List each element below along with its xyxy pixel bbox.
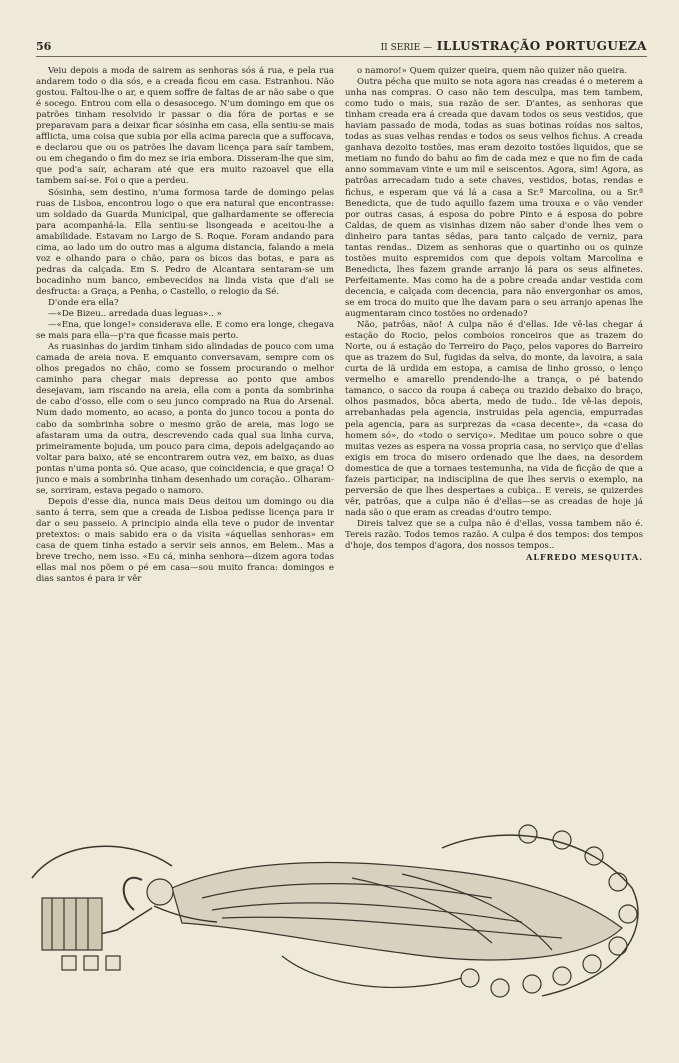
running-header xyxy=(36,38,647,57)
title-text: ILLUSTRAÇÃO PORTUGUEZA xyxy=(436,39,647,53)
paragraph: Outra pécha que muito se nota agora nas creadas é o meterem a unha nas compras. O caso não tem desculpa, mas tem tambem, como tudo o mais, sua razão de ser. D'antes, as senhoras que tinham creada era á creada que davam todos os seus vestidos, que haviam passado de moda, todas as suas botinas roídas nos saltos, todas as suas velhas rendas e todos os seus velhos fichus. A creada ganhava dezoito tostões, mas eram dezoito tostões liquidos, que se metiam no fundo do bahu ao fim de cada mez e que no fim de cada anno sommavam vinte e um mil e seiscentos. Agora, sim! Agora, as patrôas arrecadam tudo a sete chaves, vestidos, botas, rendas e fichus, e esperam que vá lá a casa a Sr.ª Marcolina, ou a Sr.ª Benedicta, que de tudo aquillo fazem uma trouxa e o vão vender por outras casas, á esposa do pobre Pinto e á esposa do pobre Caldas, de quem as visinhas dizem não saber d'onde lhes vem o dinheiro para tantas sêdas, para tanto calçado de verniz, para tantas rendas.. Dizem as senhoras que o quartinho ou os quinze tostões muito espremidos com que depois voltam Marcolina e Benedicta, lhes fazem grande arranjo lá para os seus alfinetes. Perfeitamente. Mas como ha de a pobre creada andar vestida com decencia, e calçada com decencia, para não envergonhar os amos, se em troca do muito que lhe davam para o seu arranjo apenas lhe augmentaram cinco tostões no ordenado? xyxy=(345,77,643,320)
paragraph: Direis talvez que se a culpa não é d'ellas, vossa tambem não é. Tereis razão. Todos temos razão. A culpa é dos tempos: dos tempos d'hoje, dos tempos d'agora, dos nossos tempos.. xyxy=(345,518,643,552)
paragraph: D'onde era ella? xyxy=(48,297,119,308)
paragraph: —«Ena, que longe!» considerava elle. E como era longe, chegava se mais para ella—p'ra que ficasse mais perto. xyxy=(36,320,334,342)
publication-title xyxy=(381,39,647,53)
paragraph: Veiu depois a moda de sairem as senhoras sós á rua, e pela rua andarem todo o dia sós, e a creada ficou em casa. Estranhou. Não gostou. Faltou-lhe o ar, e quem soffre de faltas de ar não sabe o que é socego. Entrou com ella o desasocego. N'um domingo em que os patrões tinham resolvido ir passar o dia fóra de portas e se preparavam para a deixar ficar sósinha em casa, ella sentiu-se mais afflicta, uma coisa que subia por ella acima parecia que a suffocava, e declarou que ou os patrões lhe davam licença para saír tambem, ou em chegando o fim do mez se iria embora. Disseram-lhe que sim, que pod'a saír, acharam até que era muito razoavel que ella tambem saí-se. Foi o que a perdeu. xyxy=(36,66,334,187)
paragraph: Depois d'esse dia, nunca mais Deus deitou um domingo ou dia santo á terra, sem que a creada de Lisboa pedisse licença para ir dar o seu passeio. A principio ainda ella teve o pudor de inventar pretextos: o mais sabido era o da visita «áquellas senhoras» em casa de quem tinha estado a servir seis annos, em Belem.. Mas a breve trecho, nem isso. «Eu cá, minha senhora—dizem agora todas ellas mal nos põem o pé em casa—sou muito franca: domingos e dias santos é para ir vêr xyxy=(36,496,334,585)
paragraph: o namoro!» Quem quizer queira, quem não quizer não queira. xyxy=(357,66,628,76)
paragraph: As ruasinhas do jardim tinham sido alindadas de pouco com uma camada de areia nova. E emquanto conversavam, sempre com os olhos pregados no chão, como se fossem procurando o melhor caminho para chegar mais depressa ao ponto que ambos desejavam, iam riscando na areia, ella com a ponta da sombrinha de cabo d'osso, elle com o seu junco comprado na Rua do Arsenal. Num dado momento, ao acaso, a ponta do junco tocou a ponta do cabo da sombrinha sobre o mesmo grão de areia, mas logo se afastaram uma da outra, descrevendo cada qual sua linha curva, primeiramente bojuda, um pouco para cima, depois adelgaçando ao voltar para baixo, até se encontrarem outra vez, em baixo, as duas pontas n'uma ponta só. Que acaso, que coincidencia, e que graça! O junco e mais a sombrinha tinham desenhado um coração.. Olharam-se, sorriram, estava pegado o namoro. xyxy=(36,342,334,496)
paragraph: —«De Bizeu.. arredada duas leguas».. » xyxy=(48,309,222,320)
paragraph: Não, patrôas, não! A culpa não é d'ellas. Ide vê-las chegar á estação do Rocio, pelos comboios ronceiros que as trazem do Norte, ou á estação do Terreiro do Paço, pelos vapores do Barreiro que as trazem do Sul, fugidas da selva, do monte, da lavoira, a saia curta de lã urdida em estopa, a camisa de linho grosso, o lenço vermelho e amarello prendendo-lhe a trança, o pé batendo tamanco, o sacco da roupa á cabeça ou trazido debaixo do braço, olhos pasmados, bôca aberta, medo de tudo.. Ide vê-las depois, arrebanhadas pela agencia, instruidas pela agencia, empurradas pela agencia, para as surprezas da «casa decente», da «casa do homem só», do «todo o serviço». Meditae um pouco sobre o que muitas vezes as espera na vossa propria casa, no serviço que d'ellas exigis em troca do misero ordenado que lhe daes, na desordem domestica de que a tornaes testemunha, na vida de ficção de que a fazeis participar, na indisciplina de que lhes servis o exemplo, na perversão de que lhes despertaes a cubiça.. E vereis, se quizerdes vêr, patrôas, que a culpa não é d'ellas—se as creadas de hoje já nada são o que eram as creadas d'outro tempo. xyxy=(345,320,643,518)
paragraph: Sósinha, sem destino, n'uma formosa tarde de domingo pelas ruas de Lisboa, encontrou logo o que era natural que encontrasse: um soldado da Guarda Municipal, que galhardamente se offerecia para acompanhá-la. Ella sentiu-se lisongeada e aceitou-lhe a amabilidade. Estavam no Largo de S. Roque. Foram andando para cima, ao lado um do outro mas a alguma distancia, falando a meia voz e olhando para o chão, para os bicos das botas, e para as pedras da calçada. Em S. Pedro de Alcantara sentaram-se um bocadinho num banco, embevecidos na linda vista que d'ali se desfructa: a Graça, a Penha, o Castello, o relogio da Sé. xyxy=(36,187,334,297)
decorative-tailpiece-illustration xyxy=(22,818,658,1010)
series-label: II SERIE — xyxy=(380,43,433,53)
author-signature: ALFREDO MESQUITA. xyxy=(526,552,643,563)
left-column xyxy=(36,66,334,812)
page-number: 56 xyxy=(36,40,52,53)
right-column xyxy=(345,66,643,812)
